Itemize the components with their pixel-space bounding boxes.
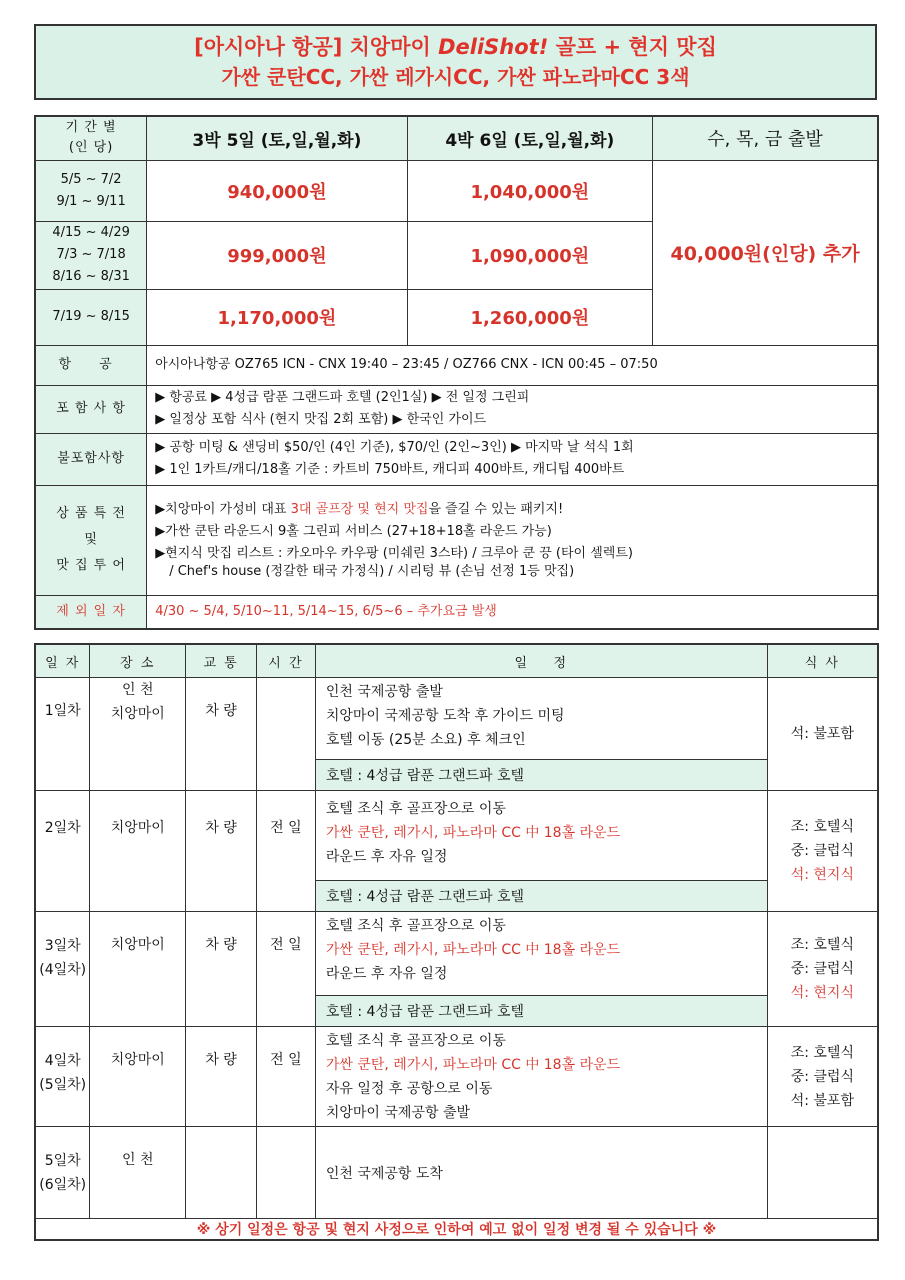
col-4n6d: 4박 6일 (토,일,월,화) — [407, 116, 652, 160]
price-r2-3n5d: 999,000원 — [147, 221, 407, 289]
price-info-table — [34, 115, 879, 630]
except-info: 4/30 ~ 5/4, 5/10~11, 5/14~15, 6/5~6 – 추가요금 발생 — [147, 595, 878, 629]
include-info: ▶ 항공료 ▶ 4성급 람푼 그랜드파 호텔 (2인1실) ▶ 전 일정 그린피 ▶ 일정상 포함 식사 (현지 맛집 2회 포함) ▶ 한국인 가이드 — [147, 385, 878, 433]
except-label: 제 외 일 자 — [35, 595, 147, 629]
weekday-surcharge: 40,000원(인당) 추가 — [653, 160, 878, 345]
special-label: 상 품 특 전 및 맛 집 투 어 — [35, 485, 147, 595]
price-r1-3n5d: 940,000원 — [147, 160, 407, 221]
th-day: 일 자 — [35, 644, 90, 678]
th-meal: 식 사 — [767, 644, 878, 678]
title-line-2: 가싼 쿤탄CC, 가싼 레가시CC, 가싼 파노라마CC 3색 — [221, 65, 690, 89]
brand-name: DeliShot! — [438, 35, 549, 59]
table-row: 4일차 (5일차) 치앙마이 차 량 전 일 호텔 조식 후 골프장으로 이동 가싼 쿤탄, 레가시, 파노라마 CC 中 18홀 라운드 자유 일정 후 공항으로 이동 치앙마이 국제공항 출발 조: 호텔식 중: 클럽식 석: 불포함 — [35, 1027, 878, 1127]
itinerary-table — [34, 643, 879, 1241]
exclude-info: ▶ 공항 미팅 & 샌딩비 $50/인 (4인 기준), $70/인 (2인~3인) ▶ 마지막 날 석식 1회 ▶ 1인 1카트/캐디/18홀 기준 : 카트비 750바트, 캐디피 400바트, 캐디팁 400바트 — [147, 433, 878, 485]
period-row-3: 7/19 ~ 8/15 — [35, 289, 147, 345]
price-r3-4n6d: 1,260,000원 — [407, 289, 652, 345]
flight-label: 항 공 — [35, 345, 147, 385]
period-header: 기 간 별 (인 당) — [35, 116, 147, 160]
price-r3-3n5d: 1,170,000원 — [147, 289, 407, 345]
special-info: ▶치앙마이 가성비 대표 3대 골프장 및 현지 맛집을 즐길 수 있는 패키지! ▶가싼 쿤탄 라운드시 9홀 그린피 서비스 (27+18+18홀 라운드 가능) ▶현지식 맛집 리스트 : 카오마우 카우팡 (미쉐린 3스타) / 크루아 쿤 끙 (타이 셀렉트) / Chef's house (정갈한 태국 가정식) / 시리텅 뷰 (손님 선정 1등 맛집) — [147, 485, 878, 595]
table-row: 5일차 (6일차) 인 천 인천 국제공항 도착 — [35, 1127, 878, 1219]
col-weekday: 수, 목, 금 출발 — [653, 116, 878, 160]
th-transport: 교 통 — [186, 644, 257, 678]
table-row: 1일차 인 천 치앙마이 차 량 인천 국제공항 출발 치앙마이 국제공항 도착 후 가이드 미팅 호텔 이동 (25분 소요) 후 체크인 석: 불포함 — [35, 678, 878, 760]
include-label: 포 함 사 항 — [35, 385, 147, 433]
price-r2-4n6d: 1,090,000원 — [407, 221, 652, 289]
price-r1-4n6d: 1,040,000원 — [407, 160, 652, 221]
th-place: 장 소 — [90, 644, 186, 678]
col-3n5d: 3박 5일 (토,일,월,화) — [147, 116, 407, 160]
th-time: 시 간 — [256, 644, 315, 678]
hotel-row: 호텔 : 4성급 람푼 그랜드파 호텔 — [315, 881, 767, 912]
exclude-label: 불포함사항 — [35, 433, 147, 485]
notice: ※ 상기 일정은 항공 및 현지 사정으로 인하여 예고 없이 일정 변경 될 수 있습니다 ※ — [35, 1219, 878, 1241]
table-row: 2일차 치앙마이 차 량 전 일 호텔 조식 후 골프장으로 이동 가싼 쿤탄, 레가시, 파노라마 CC 中 18홀 라운드 라운드 후 자유 일정 조: 호텔식 중: 클럽식 석: 현지식 — [35, 791, 878, 881]
table-row: 3일차 (4일차) 치앙마이 차 량 전 일 호텔 조식 후 골프장으로 이동 가싼 쿤탄, 레가시, 파노라마 CC 中 18홀 라운드 라운드 후 자유 일정 조: 호텔식 중: 클럽식 석: 현지식 — [35, 912, 878, 996]
title-banner — [34, 24, 877, 100]
title-line-1: [아시아나 항공] 치앙마이 DeliShot! 골프 + 현지 맛집 — [194, 35, 717, 59]
hotel-row: 호텔 : 4성급 람푼 그랜드파 호텔 — [315, 996, 767, 1027]
period-row-2: 4/15 ~ 4/29 7/3 ~ 7/18 8/16 ~ 8/31 — [35, 221, 147, 289]
period-row-1: 5/5 ~ 7/2 9/1 ~ 9/11 — [35, 160, 147, 221]
th-schedule: 일 정 — [315, 644, 767, 678]
hotel-row: 호텔 : 4성급 람푼 그랜드파 호텔 — [315, 760, 767, 791]
flight-info: 아시아나항공 OZ765 ICN - CNX 19:40 – 23:45 / OZ766 CNX - ICN 00:45 – 07:50 — [147, 345, 878, 385]
